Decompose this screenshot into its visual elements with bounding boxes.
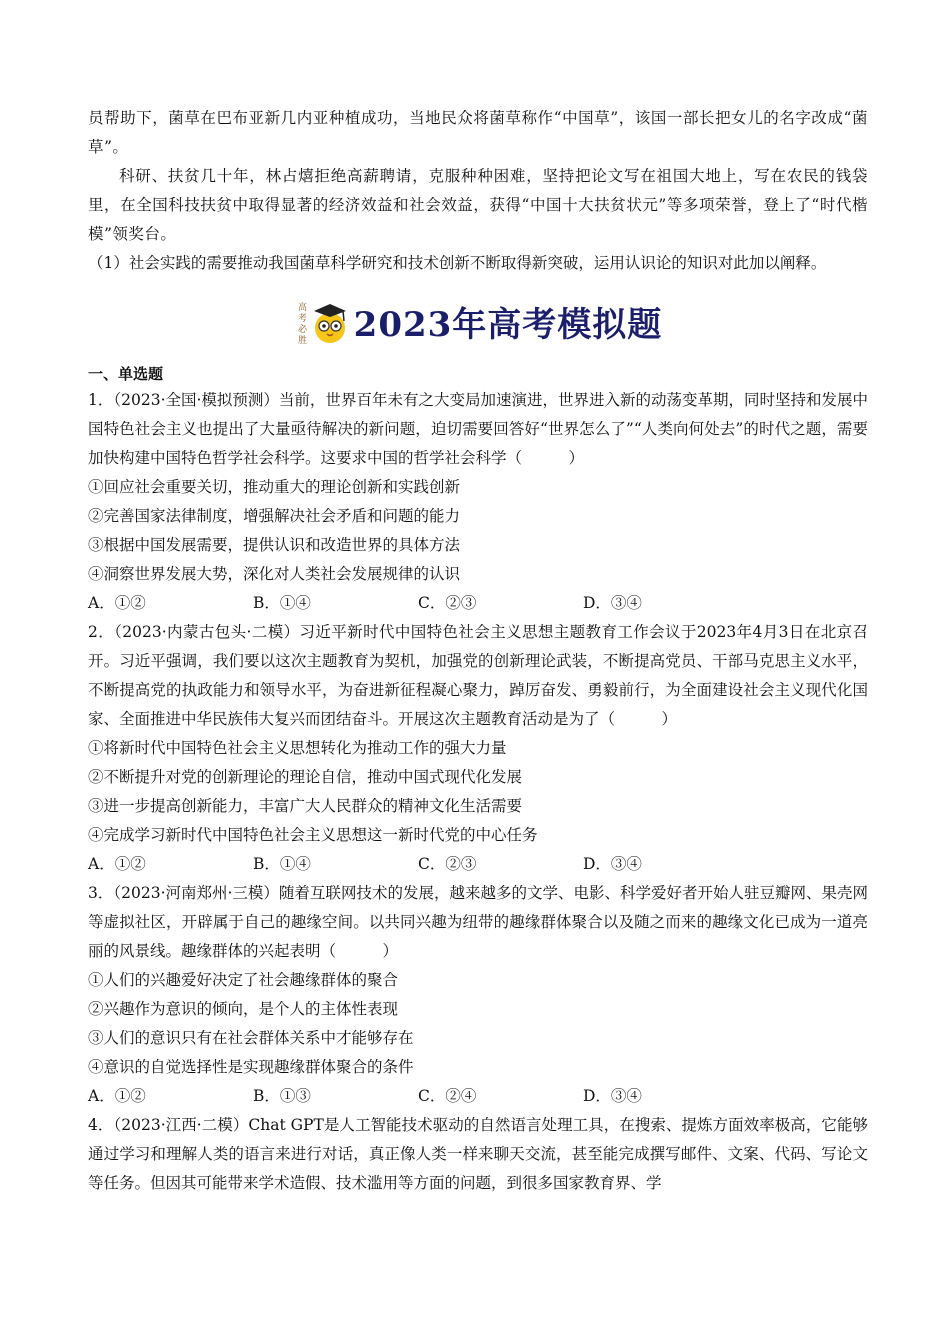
question-stem: 3．（2023·河南郑州·三模）随着互联网技术的发展，越来越多的文学、电影、科学爱好者开始人驻豆瓣网、果壳网等虚拟社区，开辟属于自己的趣缘空间。以共同兴趣为纽带的趣缘群体聚合以及随之而来的趣缘文化已成为一道亮丽的风景线。趣缘群体的兴起表明（ ） bbox=[88, 884, 868, 960]
question-3 bbox=[88, 879, 868, 1111]
option-b: B．①③ bbox=[253, 1087, 311, 1105]
svg-text:必: 必 bbox=[297, 325, 307, 335]
statement-item: ①人们的兴趣爱好决定了社会趣缘群体的聚合 bbox=[88, 971, 399, 989]
graduation-owl-icon bbox=[294, 294, 352, 348]
document-page bbox=[88, 104, 868, 1198]
statement-item: ④洞察世界发展大势，深化对人类社会发展规律的认识 bbox=[88, 565, 461, 583]
statement-item: ①回应社会重要关切，推动重大的理论创新和实践创新 bbox=[88, 478, 461, 496]
statement-item: ①将新时代中国特色社会主义思想转化为推动工作的强大力量 bbox=[88, 739, 507, 757]
question-stem: 4．（2023·江西·二模）Chat GPT是人工智能技术驱动的自然语言处理工具，在搜索、提炼方面效率极高，它能够通过学习和理解人类的语言来进行对话，真正像人类一样来聊天交流，甚至能完成撰写邮件、文案、代码、写论文等任务。但因其可能带来学术造假、技术滥用等方面的问题，到很多国家教育界、学 bbox=[88, 1116, 868, 1192]
option-c: C．②④ bbox=[418, 1087, 477, 1105]
statement-item: ②兴趣作为意识的倾向，是个人的主体性表现 bbox=[88, 1000, 399, 1018]
option-a: A．①② bbox=[88, 855, 146, 873]
question-stem: 1．（2023·全国·模拟预测）当前，世界百年未有之大变局加速演进，世界进入新的动荡变革期，同时坚持和发展中国特色社会主义也提出了大量亟待解决的新问题，迫切需要回答好“世界怎么了”“人类向何处去”的时代之题，需要加快构建中国特色哲学社会科学。这要求中国的哲学社会科学（ ） bbox=[88, 391, 868, 467]
question-1 bbox=[88, 386, 868, 618]
logo-text-1: 高 bbox=[297, 303, 307, 313]
option-b: B．①④ bbox=[253, 594, 311, 612]
intro-question-1: （1）社会实践的需要推动我国菌草科学研究和技术创新不断取得新突破，运用认识论的知识对此加以阐释。 bbox=[88, 254, 827, 272]
answer-options bbox=[88, 589, 868, 618]
banner-title: 2023年高考模拟题 bbox=[353, 304, 663, 345]
option-d: D．③④ bbox=[583, 855, 642, 873]
statement-item: ④意识的自觉选择性是实现趣缘群体聚合的条件 bbox=[88, 1058, 414, 1076]
statement-item: ③根据中国发展需要，提供认识和改造世界的具体方法 bbox=[88, 536, 461, 554]
option-d: D．③④ bbox=[583, 1087, 642, 1105]
question-4 bbox=[88, 1111, 868, 1198]
statement-item: ③进一步提高创新能力，丰富广大人民群众的精神文化生活需要 bbox=[88, 797, 523, 815]
option-c: C．②③ bbox=[418, 594, 477, 612]
section-banner bbox=[88, 286, 868, 356]
statement-item: ②完善国家法律制度，增强解决社会矛盾和问题的能力 bbox=[88, 507, 461, 525]
answer-options bbox=[88, 850, 868, 879]
option-d: D．③④ bbox=[583, 594, 642, 612]
statement-item: ④完成学习新时代中国特色社会主义思想这一新时代党的中心任务 bbox=[88, 826, 538, 844]
statement-item: ③人们的意识只有在社会群体关系中才能够存在 bbox=[88, 1029, 414, 1047]
section-title: 一、单选题 bbox=[88, 365, 164, 383]
option-b: B．①④ bbox=[253, 855, 311, 873]
option-a: A．①② bbox=[88, 594, 146, 612]
intro-paragraph-1: 员帮助下，菌草在巴布亚新几内亚种植成功，当地民众将菌草称作“中国草”，该国一部长把女儿的名字改成“菌草”。 bbox=[88, 109, 868, 156]
statement-item: ②不断提升对党的创新理论的理论自信，推动中国式现代化发展 bbox=[88, 768, 523, 786]
question-stem: 2．（2023·内蒙古包头·二模）习近平新时代中国特色社会主义思想主题教育工作会议于2023年4月3日在北京召开。习近平强调，我们要以这次主题教育为契机，加强党的创新理论武装，不断提高党员、干部马克思主义水平，不断提高党的执政能力和领导水平，为奋进新征程凝心聚力，踔厉奋发、勇毅前行，为全面建设社会主义现代化国家、全面推进中华民族伟大复兴而团结奋斗。开展这次主题教育活动是为了（ ） bbox=[88, 623, 868, 728]
question-2 bbox=[88, 618, 868, 879]
option-a: A．①② bbox=[88, 1087, 146, 1105]
intro-paragraph-2: 科研、扶贫几十年，林占熺拒绝高薪聘请，克服种种困难，坚持把论文写在祖国大地上，写在农民的钱袋里，在全国科技扶贫中取得显著的经济效益和社会效益，获得“中国十大扶贫状元”等多项荣誉，登上了“时代楷模”领奖台。 bbox=[88, 167, 868, 243]
svg-text:胜: 胜 bbox=[297, 336, 307, 346]
option-c: C．②③ bbox=[418, 855, 477, 873]
answer-options bbox=[88, 1082, 868, 1111]
svg-text:考: 考 bbox=[297, 314, 307, 324]
